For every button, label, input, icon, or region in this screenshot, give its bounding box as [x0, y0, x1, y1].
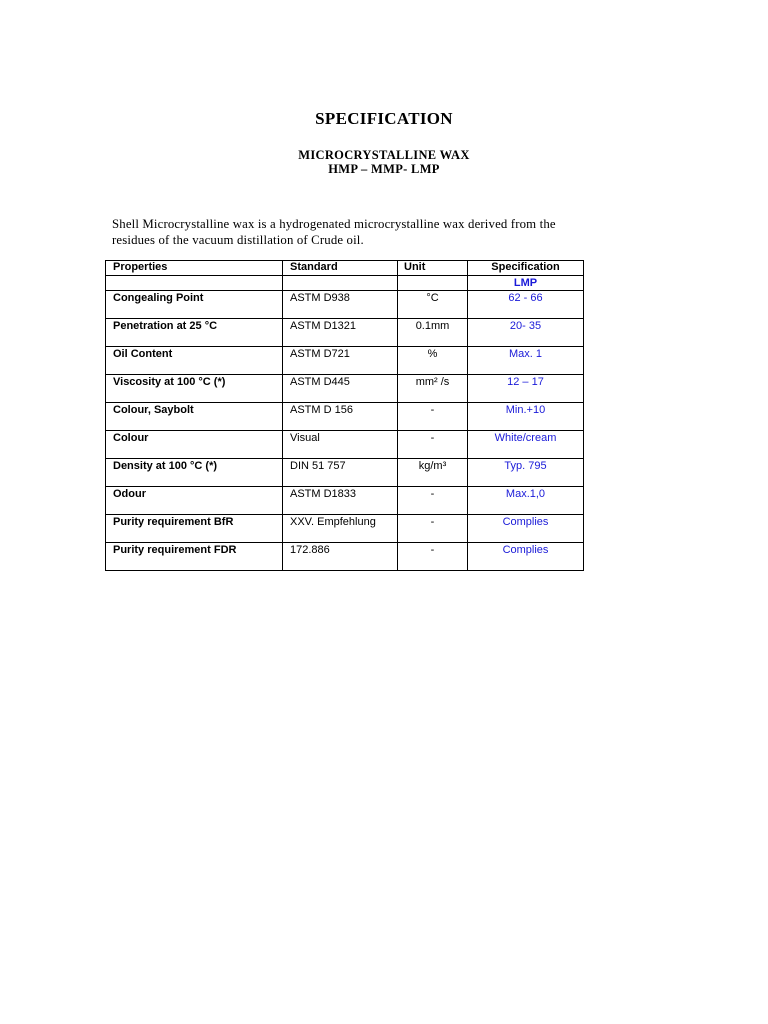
table-subheader-row — [106, 276, 584, 291]
standard-cell: ASTM D721 — [283, 347, 398, 375]
unit-cell: - — [398, 515, 468, 543]
table-row — [106, 487, 584, 515]
property-cell: Odour — [106, 487, 283, 515]
header-properties: Properties — [106, 261, 283, 276]
unit-cell: 0.1mm — [398, 319, 468, 347]
unit-cell: % — [398, 347, 468, 375]
table-row — [106, 403, 584, 431]
unit-cell: - — [398, 431, 468, 459]
table-row — [106, 543, 584, 571]
unit-cell: kg/m³ — [398, 459, 468, 487]
standard-cell: ASTM D 156 — [283, 403, 398, 431]
unit-cell: - — [398, 403, 468, 431]
spec-cell: 20- 35 — [468, 319, 584, 347]
property-cell: Viscosity at 100 °C (*) — [106, 375, 283, 403]
table-row — [106, 375, 584, 403]
product-name: MICROCRYSTALLINE WAX — [298, 148, 470, 162]
intro-line-2: residues of the vacuum distillation of Crude oil. — [112, 233, 364, 247]
unit-cell: - — [398, 543, 468, 571]
spec-cell: Max. 1 — [468, 347, 584, 375]
unit-cell: mm² /s — [398, 375, 468, 403]
intro-paragraph — [112, 216, 652, 248]
unit-cell: °C — [398, 291, 468, 319]
spec-cell: Complies — [468, 515, 584, 543]
table-row — [106, 459, 584, 487]
standard-cell: XXV. Empfehlung — [283, 515, 398, 543]
property-cell: Penetration at 25 °C — [106, 319, 283, 347]
subheader-empty-cell — [398, 276, 468, 291]
table-row — [106, 515, 584, 543]
header-unit: Unit — [398, 261, 468, 276]
intro-line-1: Shell Microcrystalline wax is a hydrogenated microcrystalline wax derived from the — [112, 217, 556, 231]
table-header-row — [106, 261, 584, 276]
table-row — [106, 291, 584, 319]
property-cell: Purity requirement FDR — [106, 543, 283, 571]
spec-cell: Max.1,0 — [468, 487, 584, 515]
table-row — [106, 319, 584, 347]
standard-cell: ASTM D1321 — [283, 319, 398, 347]
property-cell: Colour, Saybolt — [106, 403, 283, 431]
table-row — [106, 347, 584, 375]
product-grades: HMP – MMP- LMP — [328, 162, 440, 176]
spec-cell: White/cream — [468, 431, 584, 459]
document-title: SPECIFICATION — [315, 109, 453, 128]
property-cell: Congealing Point — [106, 291, 283, 319]
spec-cell: Typ. 795 — [468, 459, 584, 487]
table-row — [106, 431, 584, 459]
property-cell: Purity requirement BfR — [106, 515, 283, 543]
property-cell: Colour — [106, 431, 283, 459]
subheader-empty-cell — [283, 276, 398, 291]
unit-cell: - — [398, 487, 468, 515]
property-cell: Density at 100 °C (*) — [106, 459, 283, 487]
specification-table — [105, 260, 584, 571]
spec-cell: Min.+10 — [468, 403, 584, 431]
spec-cell: 12 – 17 — [468, 375, 584, 403]
spec-cell: Complies — [468, 543, 584, 571]
property-cell: Oil Content — [106, 347, 283, 375]
standard-cell: DIN 51 757 — [283, 459, 398, 487]
standard-cell: 172.886 — [283, 543, 398, 571]
standard-cell: ASTM D445 — [283, 375, 398, 403]
standard-cell: Visual — [283, 431, 398, 459]
standard-cell: ASTM D1833 — [283, 487, 398, 515]
subheader-grade: LMP — [468, 276, 584, 291]
header-specification: Specification — [468, 261, 584, 276]
header-standard: Standard — [283, 261, 398, 276]
spec-cell: 62 - 66 — [468, 291, 584, 319]
standard-cell: ASTM D938 — [283, 291, 398, 319]
subheader-empty-cell — [106, 276, 283, 291]
